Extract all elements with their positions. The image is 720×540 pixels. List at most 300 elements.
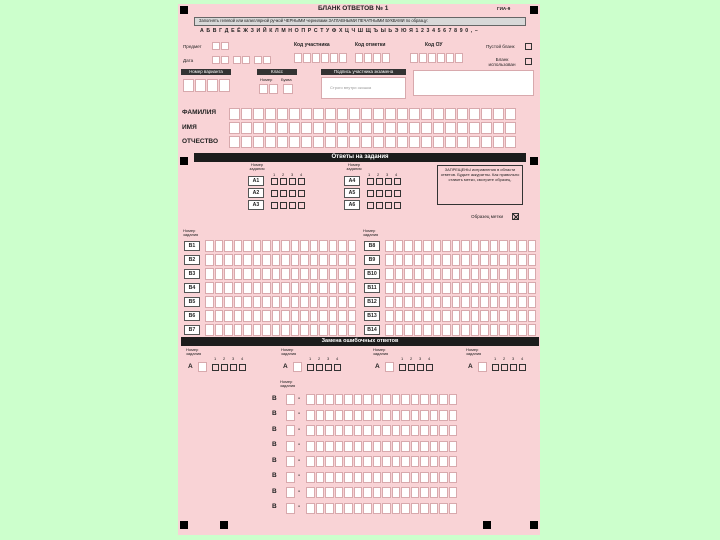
- b-answer-cell[interactable]: [452, 310, 461, 322]
- b-answer-cell[interactable]: [243, 296, 252, 308]
- correction-b-cell[interactable]: [306, 410, 315, 421]
- correction-b-cell[interactable]: [316, 503, 325, 514]
- b-answer-cell[interactable]: [452, 268, 461, 280]
- name-cell[interactable]: [445, 122, 456, 134]
- correction-b-cell[interactable]: [354, 441, 363, 452]
- b-answer-cell[interactable]: [329, 282, 338, 294]
- correction-b-cell[interactable]: [335, 394, 344, 405]
- b-answer-cell[interactable]: [414, 282, 423, 294]
- b-answer-cell[interactable]: [518, 268, 527, 280]
- date-month-2[interactable]: [242, 56, 250, 64]
- b-answer-cell[interactable]: [461, 254, 470, 266]
- b-answer-cell[interactable]: [224, 268, 233, 280]
- date-year-1[interactable]: [254, 56, 262, 64]
- name-cell[interactable]: [277, 122, 288, 134]
- b-answer-cell[interactable]: [262, 310, 271, 322]
- b-answer-cell[interactable]: [234, 268, 243, 280]
- correction-b-cell[interactable]: [420, 441, 429, 452]
- correction-b-cell[interactable]: [401, 394, 410, 405]
- b-answer-cell[interactable]: [310, 324, 319, 336]
- correction-b-cell[interactable]: [382, 456, 391, 467]
- patronymic-cell[interactable]: [253, 136, 264, 148]
- b-answer-cell[interactable]: [499, 240, 508, 252]
- b-answer-cell[interactable]: [461, 282, 470, 294]
- b-answer-cell[interactable]: [423, 268, 432, 280]
- correction-b-cell[interactable]: [335, 410, 344, 421]
- correction-b-cell[interactable]: [354, 425, 363, 436]
- b-answer-cell[interactable]: [253, 296, 262, 308]
- correction-b-cell[interactable]: [325, 410, 334, 421]
- surname-cell[interactable]: [457, 108, 468, 120]
- b-answer-cell[interactable]: [471, 268, 480, 280]
- correction-b-number-cell[interactable]: [286, 456, 295, 467]
- correction-b-cell[interactable]: [449, 503, 458, 514]
- date-month-1[interactable]: [233, 56, 241, 64]
- b-answer-cell[interactable]: [499, 282, 508, 294]
- name-cell[interactable]: [301, 122, 312, 134]
- b-answer-cell[interactable]: [338, 310, 347, 322]
- correction-b-cell[interactable]: [306, 456, 315, 467]
- b-answer-cell[interactable]: [319, 324, 328, 336]
- correction-b-cell[interactable]: [401, 425, 410, 436]
- participant-code-cell[interactable]: [294, 53, 302, 63]
- correction-a-checkbox[interactable]: [519, 364, 526, 371]
- patronymic-cell[interactable]: [349, 136, 360, 148]
- correction-b-cell[interactable]: [382, 425, 391, 436]
- correction-a-checkbox[interactable]: [307, 364, 314, 371]
- b-answer-cell[interactable]: [452, 282, 461, 294]
- correction-b-cell[interactable]: [430, 472, 439, 483]
- variant-cell[interactable]: [207, 79, 218, 92]
- correction-b-cell[interactable]: [363, 503, 372, 514]
- correction-b-cell[interactable]: [439, 472, 448, 483]
- correction-b-cell[interactable]: [373, 394, 382, 405]
- surname-cell[interactable]: [421, 108, 432, 120]
- b-answer-cell[interactable]: [518, 324, 527, 336]
- b-answer-cell[interactable]: [348, 310, 357, 322]
- b-answer-cell[interactable]: [338, 240, 347, 252]
- correction-b-cell[interactable]: [335, 487, 344, 498]
- b-answer-cell[interactable]: [262, 282, 271, 294]
- correction-b-cell[interactable]: [325, 425, 334, 436]
- patronymic-cell[interactable]: [433, 136, 444, 148]
- b-answer-cell[interactable]: [291, 254, 300, 266]
- correction-b-cell[interactable]: [354, 487, 363, 498]
- patronymic-cell[interactable]: [481, 136, 492, 148]
- b-answer-cell[interactable]: [281, 324, 290, 336]
- b-answer-cell[interactable]: [348, 268, 357, 280]
- patronymic-cell[interactable]: [457, 136, 468, 148]
- patronymic-cell[interactable]: [277, 136, 288, 148]
- correction-a-checkbox[interactable]: [426, 364, 433, 371]
- ppe-code-cell[interactable]: [455, 53, 463, 63]
- name-cell[interactable]: [373, 122, 384, 134]
- name-cell[interactable]: [481, 122, 492, 134]
- b-answer-cell[interactable]: [291, 296, 300, 308]
- b-answer-cell[interactable]: [215, 254, 224, 266]
- patronymic-cell[interactable]: [493, 136, 504, 148]
- correction-b-cell[interactable]: [439, 394, 448, 405]
- name-cell[interactable]: [253, 122, 264, 134]
- a-answer-checkbox[interactable]: [298, 190, 305, 197]
- b-answer-cell[interactable]: [395, 254, 404, 266]
- b-answer-cell[interactable]: [385, 240, 394, 252]
- a-answer-checkbox[interactable]: [394, 202, 401, 209]
- b-answer-cell[interactable]: [300, 268, 309, 280]
- correction-b-cell[interactable]: [420, 425, 429, 436]
- correction-b-cell[interactable]: [392, 394, 401, 405]
- variant-cell[interactable]: [195, 79, 206, 92]
- b-answer-cell[interactable]: [490, 310, 499, 322]
- participant-code-cell[interactable]: [303, 53, 311, 63]
- b-answer-cell[interactable]: [471, 310, 480, 322]
- correction-b-cell[interactable]: [316, 425, 325, 436]
- b-answer-cell[interactable]: [509, 310, 518, 322]
- correction-b-cell[interactable]: [382, 472, 391, 483]
- a-answer-checkbox[interactable]: [367, 178, 374, 185]
- correction-b-number-cell[interactable]: [286, 441, 295, 452]
- correction-b-cell[interactable]: [325, 487, 334, 498]
- correction-b-cell[interactable]: [344, 472, 353, 483]
- b-answer-cell[interactable]: [442, 268, 451, 280]
- a-answer-checkbox[interactable]: [394, 178, 401, 185]
- b-answer-cell[interactable]: [395, 268, 404, 280]
- b-answer-cell[interactable]: [234, 282, 243, 294]
- correction-b-cell[interactable]: [325, 472, 334, 483]
- correction-a-checkbox[interactable]: [239, 364, 246, 371]
- correction-b-cell[interactable]: [411, 472, 420, 483]
- b-answer-cell[interactable]: [433, 282, 442, 294]
- name-cell[interactable]: [385, 122, 396, 134]
- correction-b-cell[interactable]: [325, 503, 334, 514]
- b-answer-cell[interactable]: [243, 310, 252, 322]
- b-answer-cell[interactable]: [215, 324, 224, 336]
- b-answer-cell[interactable]: [490, 324, 499, 336]
- b-answer-cell[interactable]: [404, 254, 413, 266]
- correction-b-number-cell[interactable]: [286, 503, 295, 514]
- correction-b-cell[interactable]: [430, 425, 439, 436]
- b-answer-cell[interactable]: [310, 254, 319, 266]
- correction-b-cell[interactable]: [401, 441, 410, 452]
- a-answer-checkbox[interactable]: [376, 178, 383, 185]
- name-cell[interactable]: [265, 122, 276, 134]
- name-cell[interactable]: [229, 122, 240, 134]
- b-answer-cell[interactable]: [329, 240, 338, 252]
- correction-b-number-cell[interactable]: [286, 472, 295, 483]
- surname-cell[interactable]: [241, 108, 252, 120]
- correction-a-checkbox[interactable]: [316, 364, 323, 371]
- correction-b-cell[interactable]: [392, 456, 401, 467]
- patronymic-cell[interactable]: [337, 136, 348, 148]
- b-answer-cell[interactable]: [338, 268, 347, 280]
- name-cell[interactable]: [325, 122, 336, 134]
- a-answer-checkbox[interactable]: [280, 178, 287, 185]
- correction-b-number-cell[interactable]: [286, 425, 295, 436]
- b-answer-cell[interactable]: [281, 310, 290, 322]
- b-answer-cell[interactable]: [528, 282, 537, 294]
- b-answer-cell[interactable]: [253, 254, 262, 266]
- b-answer-cell[interactable]: [205, 282, 214, 294]
- correction-b-number-cell[interactable]: [286, 394, 295, 405]
- patronymic-cell[interactable]: [241, 136, 252, 148]
- b-answer-cell[interactable]: [291, 324, 300, 336]
- correction-b-cell[interactable]: [411, 394, 420, 405]
- b-answer-cell[interactable]: [395, 282, 404, 294]
- b-answer-cell[interactable]: [310, 310, 319, 322]
- b-answer-cell[interactable]: [490, 268, 499, 280]
- correction-b-cell[interactable]: [344, 456, 353, 467]
- b-answer-cell[interactable]: [310, 268, 319, 280]
- correction-b-cell[interactable]: [325, 394, 334, 405]
- correction-b-cell[interactable]: [392, 441, 401, 452]
- b-answer-cell[interactable]: [262, 296, 271, 308]
- b-answer-cell[interactable]: [319, 254, 328, 266]
- b-answer-cell[interactable]: [509, 268, 518, 280]
- correction-b-cell[interactable]: [420, 410, 429, 421]
- correction-a-checkbox[interactable]: [334, 364, 341, 371]
- b-answer-cell[interactable]: [404, 324, 413, 336]
- surname-cell[interactable]: [493, 108, 504, 120]
- participant-code-cell[interactable]: [321, 53, 329, 63]
- correction-b-cell[interactable]: [306, 487, 315, 498]
- correction-a-checkbox[interactable]: [501, 364, 508, 371]
- b-answer-cell[interactable]: [224, 240, 233, 252]
- b-answer-cell[interactable]: [528, 296, 537, 308]
- b-answer-cell[interactable]: [528, 310, 537, 322]
- correction-a-number-cell[interactable]: [385, 362, 394, 372]
- b-answer-cell[interactable]: [395, 296, 404, 308]
- b-answer-cell[interactable]: [528, 254, 537, 266]
- reserve-checkbox[interactable]: [525, 43, 532, 50]
- a-answer-checkbox[interactable]: [376, 202, 383, 209]
- correction-b-cell[interactable]: [363, 425, 372, 436]
- date-year-2[interactable]: [263, 56, 271, 64]
- ppe-code-cell[interactable]: [373, 53, 381, 63]
- b-answer-cell[interactable]: [423, 296, 432, 308]
- patronymic-cell[interactable]: [325, 136, 336, 148]
- b-answer-cell[interactable]: [348, 240, 357, 252]
- correction-a-checkbox[interactable]: [230, 364, 237, 371]
- participant-code-cell[interactable]: [312, 53, 320, 63]
- correction-b-cell[interactable]: [439, 441, 448, 452]
- b-answer-cell[interactable]: [528, 240, 537, 252]
- patronymic-cell[interactable]: [265, 136, 276, 148]
- a-answer-checkbox[interactable]: [289, 190, 296, 197]
- b-answer-cell[interactable]: [499, 254, 508, 266]
- surname-cell[interactable]: [337, 108, 348, 120]
- correction-b-cell[interactable]: [363, 410, 372, 421]
- patronymic-cell[interactable]: [301, 136, 312, 148]
- b-answer-cell[interactable]: [490, 254, 499, 266]
- b-answer-cell[interactable]: [480, 254, 489, 266]
- b-answer-cell[interactable]: [300, 254, 309, 266]
- b-answer-cell[interactable]: [338, 324, 347, 336]
- correction-a-checkbox[interactable]: [325, 364, 332, 371]
- b-answer-cell[interactable]: [442, 324, 451, 336]
- correction-b-cell[interactable]: [354, 410, 363, 421]
- b-answer-cell[interactable]: [414, 240, 423, 252]
- correction-b-cell[interactable]: [420, 503, 429, 514]
- correction-a-number-cell[interactable]: [293, 362, 302, 372]
- b-answer-cell[interactable]: [385, 254, 394, 266]
- correction-b-cell[interactable]: [430, 394, 439, 405]
- b-answer-cell[interactable]: [300, 310, 309, 322]
- b-answer-cell[interactable]: [461, 310, 470, 322]
- correction-b-cell[interactable]: [335, 503, 344, 514]
- a-answer-checkbox[interactable]: [385, 178, 392, 185]
- b-answer-cell[interactable]: [234, 324, 243, 336]
- b-answer-cell[interactable]: [205, 240, 214, 252]
- b-answer-cell[interactable]: [300, 282, 309, 294]
- correction-b-cell[interactable]: [411, 487, 420, 498]
- b-answer-cell[interactable]: [471, 240, 480, 252]
- b-answer-cell[interactable]: [234, 296, 243, 308]
- correction-b-cell[interactable]: [363, 487, 372, 498]
- correction-b-cell[interactable]: [344, 425, 353, 436]
- a-answer-checkbox[interactable]: [271, 178, 278, 185]
- b-answer-cell[interactable]: [385, 324, 394, 336]
- b-answer-cell[interactable]: [348, 282, 357, 294]
- correction-b-cell[interactable]: [401, 503, 410, 514]
- b-answer-cell[interactable]: [291, 282, 300, 294]
- b-answer-cell[interactable]: [461, 268, 470, 280]
- b-answer-cell[interactable]: [499, 268, 508, 280]
- b-answer-cell[interactable]: [452, 324, 461, 336]
- b-answer-cell[interactable]: [509, 282, 518, 294]
- a-answer-checkbox[interactable]: [367, 190, 374, 197]
- b-answer-cell[interactable]: [243, 282, 252, 294]
- surname-cell[interactable]: [481, 108, 492, 120]
- participant-code-cell[interactable]: [330, 53, 338, 63]
- surname-cell[interactable]: [385, 108, 396, 120]
- correction-b-cell[interactable]: [344, 487, 353, 498]
- correction-b-cell[interactable]: [439, 410, 448, 421]
- b-answer-cell[interactable]: [518, 254, 527, 266]
- b-answer-cell[interactable]: [272, 310, 281, 322]
- b-answer-cell[interactable]: [480, 324, 489, 336]
- correction-a-checkbox[interactable]: [408, 364, 415, 371]
- correction-b-cell[interactable]: [420, 456, 429, 467]
- surname-cell[interactable]: [229, 108, 240, 120]
- b-answer-cell[interactable]: [395, 324, 404, 336]
- b-answer-cell[interactable]: [205, 296, 214, 308]
- correction-b-cell[interactable]: [449, 441, 458, 452]
- patronymic-cell[interactable]: [373, 136, 384, 148]
- correction-b-cell[interactable]: [344, 441, 353, 452]
- b-answer-cell[interactable]: [471, 254, 480, 266]
- correction-b-cell[interactable]: [449, 410, 458, 421]
- b-answer-cell[interactable]: [442, 310, 451, 322]
- correction-b-cell[interactable]: [411, 410, 420, 421]
- surname-cell[interactable]: [349, 108, 360, 120]
- a-answer-checkbox[interactable]: [280, 190, 287, 197]
- correction-a-checkbox[interactable]: [417, 364, 424, 371]
- b-answer-cell[interactable]: [509, 296, 518, 308]
- correction-b-cell[interactable]: [354, 503, 363, 514]
- b-answer-cell[interactable]: [404, 296, 413, 308]
- b-answer-cell[interactable]: [319, 282, 328, 294]
- b-answer-cell[interactable]: [205, 324, 214, 336]
- correction-b-cell[interactable]: [316, 456, 325, 467]
- a-answer-checkbox[interactable]: [298, 202, 305, 209]
- patronymic-cell[interactable]: [385, 136, 396, 148]
- b-answer-cell[interactable]: [243, 240, 252, 252]
- a-answer-checkbox[interactable]: [367, 202, 374, 209]
- name-cell[interactable]: [409, 122, 420, 134]
- patronymic-cell[interactable]: [289, 136, 300, 148]
- b-answer-cell[interactable]: [253, 310, 262, 322]
- b-answer-cell[interactable]: [461, 296, 470, 308]
- b-answer-cell[interactable]: [442, 282, 451, 294]
- name-cell[interactable]: [361, 122, 372, 134]
- surname-cell[interactable]: [445, 108, 456, 120]
- correction-b-cell[interactable]: [411, 503, 420, 514]
- b-answer-cell[interactable]: [395, 240, 404, 252]
- b-answer-cell[interactable]: [205, 254, 214, 266]
- b-answer-cell[interactable]: [404, 282, 413, 294]
- b-answer-cell[interactable]: [480, 310, 489, 322]
- b-answer-cell[interactable]: [300, 324, 309, 336]
- b-answer-cell[interactable]: [423, 254, 432, 266]
- surname-cell[interactable]: [397, 108, 408, 120]
- b-answer-cell[interactable]: [414, 324, 423, 336]
- correction-b-number-cell[interactable]: [286, 410, 295, 421]
- name-cell[interactable]: [313, 122, 324, 134]
- correction-b-cell[interactable]: [449, 456, 458, 467]
- correction-b-cell[interactable]: [373, 456, 382, 467]
- ppe-code-cell[interactable]: [428, 53, 436, 63]
- correction-b-cell[interactable]: [344, 410, 353, 421]
- b-answer-cell[interactable]: [281, 254, 290, 266]
- b-answer-cell[interactable]: [509, 254, 518, 266]
- b-answer-cell[interactable]: [310, 296, 319, 308]
- b-answer-cell[interactable]: [471, 282, 480, 294]
- correction-b-cell[interactable]: [449, 472, 458, 483]
- correction-b-cell[interactable]: [430, 487, 439, 498]
- b-answer-cell[interactable]: [348, 254, 357, 266]
- surname-cell[interactable]: [253, 108, 264, 120]
- b-answer-cell[interactable]: [281, 240, 290, 252]
- subject-field-1[interactable]: [212, 42, 220, 50]
- b-answer-cell[interactable]: [310, 240, 319, 252]
- b-answer-cell[interactable]: [319, 268, 328, 280]
- correction-b-cell[interactable]: [373, 472, 382, 483]
- correction-b-cell[interactable]: [316, 410, 325, 421]
- b-answer-cell[interactable]: [499, 310, 508, 322]
- correction-b-cell[interactable]: [411, 456, 420, 467]
- correction-b-cell[interactable]: [373, 487, 382, 498]
- b-answer-cell[interactable]: [234, 240, 243, 252]
- b-answer-cell[interactable]: [272, 324, 281, 336]
- b-answer-cell[interactable]: [300, 296, 309, 308]
- name-cell[interactable]: [289, 122, 300, 134]
- b-answer-cell[interactable]: [433, 254, 442, 266]
- correction-b-cell[interactable]: [401, 456, 410, 467]
- b-answer-cell[interactable]: [215, 282, 224, 294]
- b-answer-cell[interactable]: [319, 310, 328, 322]
- b-answer-cell[interactable]: [442, 240, 451, 252]
- correction-a-checkbox[interactable]: [399, 364, 406, 371]
- surname-cell[interactable]: [469, 108, 480, 120]
- b-answer-cell[interactable]: [433, 296, 442, 308]
- b-answer-cell[interactable]: [518, 240, 527, 252]
- b-answer-cell[interactable]: [224, 296, 233, 308]
- ppe-code-cell[interactable]: [364, 53, 372, 63]
- correction-b-cell[interactable]: [430, 503, 439, 514]
- b-answer-cell[interactable]: [423, 282, 432, 294]
- correction-a-checkbox[interactable]: [492, 364, 499, 371]
- surname-cell[interactable]: [277, 108, 288, 120]
